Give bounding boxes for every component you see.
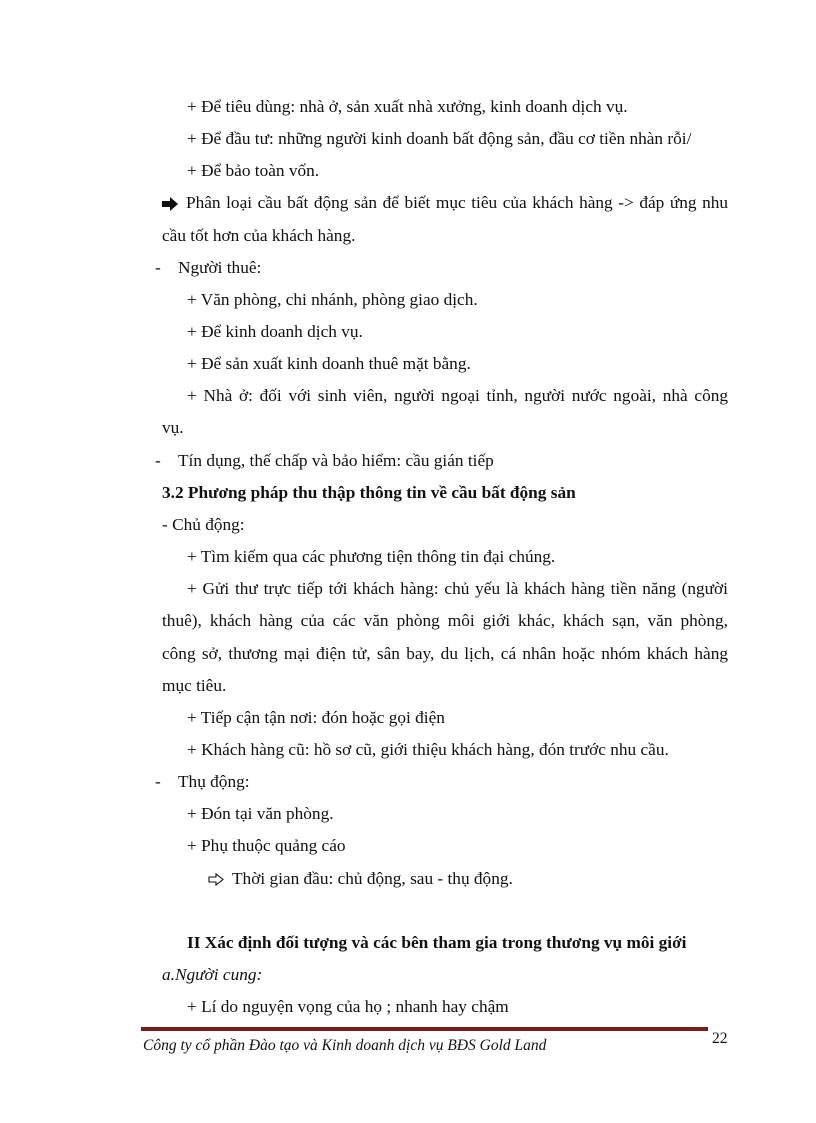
body-line: + Để kinh doanh dịch vụ. <box>187 322 363 341</box>
hollow-arrow-right-icon <box>208 873 224 886</box>
page-number: 22 <box>712 1030 728 1047</box>
body-line: + Để đầu tư: những người kinh doanh bất động sản, đầu cơ tiền nhàn rỗi/ <box>187 129 692 148</box>
section-heading: 3.2 Phương pháp thu thập thông tin về cầu bất động sản <box>162 483 576 502</box>
body-line: + Lí do nguyện vọng của họ ; nhanh hay chậm <box>187 997 509 1016</box>
body-line: + Khách hàng cũ: hồ sơ cũ, giới thiệu khách hàng, đón trước nhu cầu. <box>187 740 669 759</box>
body-line: cầu tốt hơn của khách hàng. <box>162 226 356 245</box>
footer-company: Công ty cổ phần Đào tạo và Kinh doanh dịch vụ BĐS Gold Land <box>143 1037 547 1054</box>
footer-rule <box>141 1027 708 1032</box>
body-line: + Phụ thuộc quảng cáo <box>187 836 346 855</box>
body-line: vụ. <box>162 418 184 437</box>
body-line: + Nhà ở: đối với sinh viên, người ngoại tỉnh, người nước ngoài, nhà công <box>187 386 728 405</box>
list-item-label: Tín dụng, thế chấp và bảo hiểm: cầu gián tiếp <box>178 451 494 470</box>
subsection-label: a.Người cung: <box>162 965 263 984</box>
body-line: công sở, thương mại điện tử, sân bay, du lịch, cá nhân hoặc nhóm khách hàng <box>162 644 728 663</box>
arrow-right-icon <box>162 197 178 211</box>
body-line: + Gửi thư trực tiếp tới khách hàng: chủ yếu là khách hàng tiền năng (người <box>187 579 728 598</box>
body-line: + Văn phòng, chi nhánh, phòng giao dịch. <box>187 290 478 309</box>
body-line: + Tiếp cận tận nơi: đón hoặc gọi điện <box>187 708 445 727</box>
body-line: + Để bảo toàn vốn. <box>187 161 320 180</box>
body-line: + Đón tại văn phòng. <box>187 804 334 823</box>
body-line: thuê), khách hàng của các văn phòng môi giới khác, khách sạn, văn phòng, <box>162 611 728 630</box>
body-line: + Tìm kiếm qua các phương tiện thông tin đại chúng. <box>187 547 556 566</box>
section-heading: II Xác định đối tượng và các bên tham gia trong thương vụ môi giới <box>187 933 687 952</box>
list-dash: - <box>155 772 161 791</box>
body-line: Phân loại cầu bất động sản để biết mục tiêu của khách hàng -> đáp ứng nhu <box>186 193 728 212</box>
list-dash: - <box>155 258 161 277</box>
body-line: mục tiêu. <box>162 676 227 695</box>
list-item-label: Người thuê: <box>178 258 262 277</box>
body-line: + Để sản xuất kinh doanh thuê mặt bằng. <box>187 354 471 373</box>
body-line: Thời gian đầu: chủ động, sau - thụ động. <box>232 869 513 888</box>
list-item-label: Thụ động: <box>178 772 250 791</box>
body-line: + Để tiêu dùng: nhà ở, sản xuất nhà xưởng, kinh doanh dịch vụ. <box>187 97 628 116</box>
list-dash: - <box>155 451 161 470</box>
body-line: - Chủ động: <box>162 515 245 534</box>
